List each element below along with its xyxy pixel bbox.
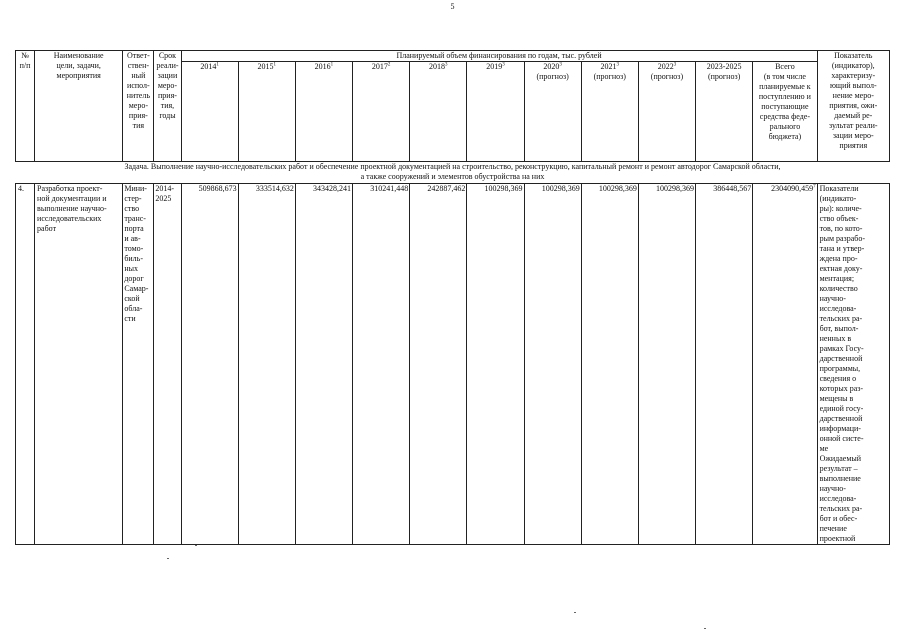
header-year: 2023-2025 (прогноз) <box>696 62 753 162</box>
indicator-line: мещены в <box>819 394 854 403</box>
header-year: 2015$^1$ <box>238 62 295 162</box>
indicator-line: печение <box>819 524 847 533</box>
indicator-line: тов, по кото- <box>819 224 863 233</box>
header-year: 2019$^3$ <box>467 62 524 162</box>
header-indicator: Показатель (индикатор), характеризу- ющий выпол- нение меро- приятия, ожи- даемый ре- зультат реали- зации меро- приятия <box>817 51 889 162</box>
indicator-line: научно- <box>819 484 846 493</box>
indicator-line: информаци- <box>819 424 861 433</box>
value-cell: 100298,369 <box>467 184 524 545</box>
header-total: Всего (в том числе планируемые к поступлению и поступающие средства феде- рального бюджета) <box>753 62 817 162</box>
header-year: 2021$^3$ (прогноз) <box>581 62 638 162</box>
header-responsible: Ответ- ствен- ный испол- нитель меро- прия- тия <box>123 51 154 162</box>
indicator-line: которых раз- <box>819 384 864 393</box>
value-cell: 242887,462 <box>410 184 467 545</box>
header-num: № п/п <box>16 51 35 162</box>
value-cell: 100298,369 <box>638 184 695 545</box>
indicator-line: бот, выпол- <box>819 324 859 333</box>
value-cell: 100298,369 <box>581 184 638 545</box>
indicator-line: Ожидаемый <box>819 454 862 463</box>
scan-speck <box>704 628 706 629</box>
indicator-line: исследова- <box>819 494 857 503</box>
financing-table <box>15 50 890 545</box>
indicator-text <box>820 184 887 544</box>
indicator-line: ждена про- <box>819 254 858 263</box>
header-year: 2018$^3$ <box>410 62 467 162</box>
indicator-line: ненных в <box>819 334 852 343</box>
indicator-line: тельских ра- <box>819 504 863 513</box>
indicator-line: проектной <box>819 534 856 543</box>
indicator-cell <box>817 184 889 545</box>
value-cell: 386448,567 <box>696 184 753 545</box>
header-year: 2022$^3$ (прогноз) <box>638 62 695 162</box>
scan-speck <box>574 612 576 613</box>
header-name: Наименование цели, задачи, мероприятия <box>35 51 123 162</box>
value-cell: 310241,448 <box>353 184 410 545</box>
indicator-line: программы, <box>819 364 861 373</box>
indicator-line: тельских ра- <box>819 314 863 323</box>
indicator-line: ство объек- <box>819 214 859 223</box>
row-responsible: Мини- стер- ство транс- порта и ав- томо- биль- ных дорог Самар- ской обла- сти <box>123 184 154 545</box>
header-year: 2017$^2$ <box>353 62 410 162</box>
indicator-line: (индикато- <box>819 194 857 203</box>
indicator-line: количество <box>819 284 858 293</box>
indicator-line: бот и обес- <box>819 514 858 523</box>
task-heading: Задача. Выполнение научно-исследовательских работ и обеспечение проектной документацией на строительство, реконструкцию, капитальный ремонт и ремонт автодорог Самарской области, а также сооружений и элементов обустройства на них <box>16 162 890 184</box>
total-cell: 2304090,459$^7$ <box>753 184 817 545</box>
value-cell: 100298,369 <box>524 184 581 545</box>
header-year: 2014$^1$ <box>181 62 238 162</box>
row-num: 4. <box>16 184 35 545</box>
header-financing-title: Планируемый объем финансирования по годам, тыс. рублей <box>181 51 817 62</box>
value-cell: 333514,632 <box>238 184 295 545</box>
indicator-line: дарственной <box>819 414 863 423</box>
value-cell: 509868,673 <box>181 184 238 545</box>
header-period: Срок реали- зации меро- прия- тия, годы <box>154 51 181 162</box>
indicator-line: онной систе- <box>819 434 864 443</box>
page-number: 5 <box>450 2 455 11</box>
indicator-line: результат – <box>819 464 858 473</box>
scan-speck <box>195 545 197 546</box>
header-year: 2020$^3$ (прогноз) <box>524 62 581 162</box>
indicator-line: выполнение <box>819 474 861 483</box>
header-year: 2016$^1$ <box>295 62 352 162</box>
indicator-line: Показатели <box>819 184 859 193</box>
indicator-line: ме <box>819 444 829 453</box>
indicator-line: ры): количе- <box>819 204 862 213</box>
scan-speck <box>167 558 169 559</box>
indicator-line: исследова- <box>819 304 857 313</box>
row-period: 2014- 2025 <box>154 184 181 545</box>
indicator-line: дарственной <box>819 354 863 363</box>
indicator-line: научно- <box>819 294 846 303</box>
indicator-line: единой госу- <box>819 404 864 413</box>
indicator-line: ментация; <box>819 274 855 283</box>
indicator-line: рамках Госу- <box>819 344 864 353</box>
value-cell: 343428,241 <box>295 184 352 545</box>
indicator-line: рым разрабо- <box>819 234 865 243</box>
indicator-line: тана и утвер- <box>819 244 865 253</box>
indicator-line: сведения о <box>819 374 857 383</box>
row-name: Разработка проект- ной документации и выполнение научно- исследовательских работ <box>35 184 123 545</box>
indicator-line: ектная доку- <box>819 264 863 273</box>
